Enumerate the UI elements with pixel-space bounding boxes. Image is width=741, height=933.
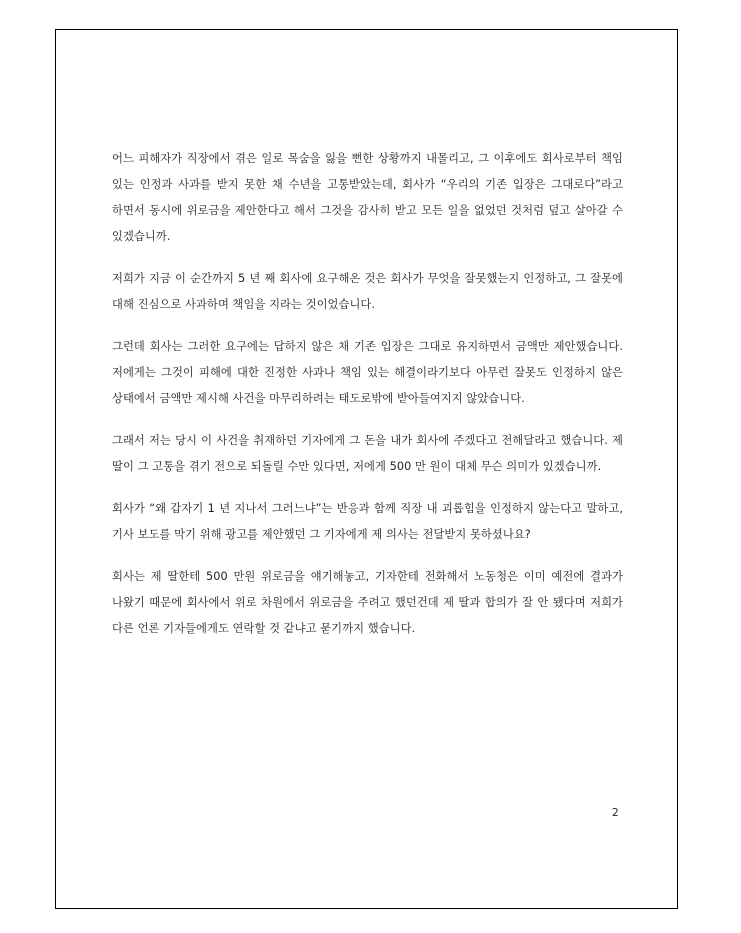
paragraph-6: 회사는 제 딸한테 500 만원 위로금을 얘기해놓고, 기자한테 전화해서 노동청은 이미 예전에 결과가 나왔기 때문에 회사에서 위로 차원에서 위로금을 주려고 했던건데 제 딸과 합의가 잘 안 됐다며 저희가 다른 언론 기자들에게도 연락할 것 같냐고 묻기까지 했습니다. — [112, 570, 623, 635]
document-page — [55, 29, 678, 909]
paragraph-2: 저희가 지금 이 순간까지 5 년 째 회사에 요구해온 것은 회사가 무엇을 잘못했는지 인정하고, 그 잘못에 대해 진심으로 사과하며 책임을 지라는 것이었습니다. — [112, 272, 623, 311]
document-body — [112, 146, 623, 658]
paragraph-3: 그런데 회사는 그러한 요구에는 답하지 않은 채 기존 입장은 그대로 유지하면서 금액만 제안했습니다. 저에게는 그것이 피해에 대한 진정한 사과나 책임 있는 해결이라기보다 아무런 잘못도 인정하지 않은 상태에서 금액만 제시해 사건을 마무리하려는 태도로밖에 받아들여지지 않았습니다. — [112, 340, 623, 405]
page-number: 2 — [612, 807, 619, 819]
paragraph-5: 회사가 “왜 갑자기 1 년 지나서 그러느냐”는 반응과 함께 직장 내 괴롭힘을 인정하지 않는다고 말하고, 기사 보도를 막기 위해 광고를 제안했던 그 기자에게 제 의사는 전달받지 못하셨나요? — [112, 502, 623, 541]
paragraph-1: 어느 피해자가 직장에서 겪은 일로 목숨을 잃을 뻔한 상황까지 내몰리고, 그 이후에도 회사로부터 책임 있는 인정과 사과를 받지 못한 채 수년을 고통받았는데, 회사가 “우리의 기존 입장은 그대로다”라고 하면서 동시에 위로금을 제안한다고 해서 그것을 감사히 받고 모든 일을 없었던 것처럼 덮고 살아갈 수 있겠습니까. — [112, 152, 623, 243]
paragraph-4: 그래서 저는 당시 이 사건을 취재하던 기자에게 그 돈을 내가 회사에 주겠다고 전해달라고 했습니다. 제 딸이 그 고통을 겪기 전으로 되돌릴 수만 있다면, 저에게 500 만 원이 대체 무슨 의미가 있겠습니까. — [112, 434, 623, 473]
